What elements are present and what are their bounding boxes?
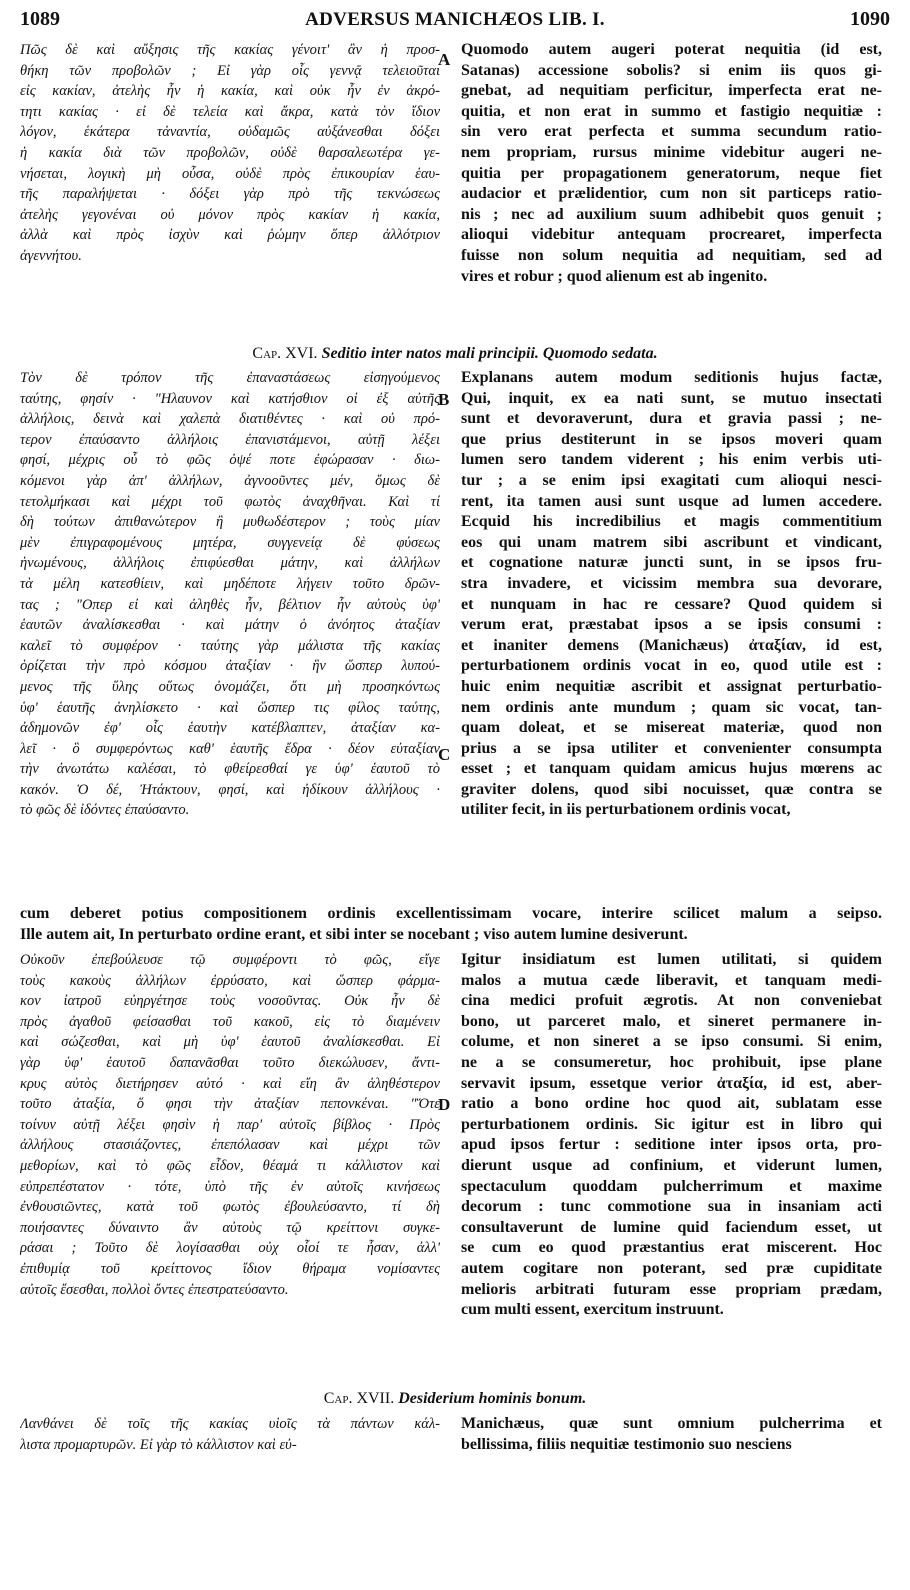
text-line: et inaniter demens (Manichæus) ἀταξίαν, id est, [461, 636, 882, 654]
greek-column-section-4 [20, 1414, 440, 1455]
text-line: νήσεται, λογικὴ μὴ οὖσα, οὐδὲ πρὸς ἐπικουρίαν ἑαυ- [20, 165, 440, 182]
text-line: cina medici profuit ægrotis. At non conveniebat [461, 992, 882, 1010]
text-line: rent, ita tamen ausi sunt usque ad lumen accedere. [461, 492, 882, 510]
text-line: Satanas) accessione sobolis? si enim iis quos gi- [461, 61, 882, 79]
text-line: vires et robur ; quod alienum est ab ingenito. [461, 267, 768, 285]
text-line: alioqui videbitur antequam procrearet, imperfecta [461, 226, 882, 244]
latin-column-section-2 [461, 368, 882, 821]
text-line: quitia per propagationem generatorum, neque fiet [461, 164, 882, 182]
text-line: Manichæus, quæ sunt omnium pulcherrima et [461, 1415, 882, 1432]
text-line: se cum eo quod præstantius erat miscerent. Hoc [461, 1239, 882, 1257]
text-line: καλεῖ τὸ συμφέρον · ταύτης γὰρ μάλιστα τῆς κακίας [20, 637, 440, 654]
text-line: et nunquam in hac re cessare? Quod quidem si [461, 595, 882, 613]
latin-column-section-4 [461, 1414, 882, 1455]
text-line: graviter dolens, quod sibi nocuisset, quæ contra se [461, 780, 882, 798]
text-line: Ecquid his incredibilius et magis commentitium [461, 513, 882, 531]
text-line: ἀδημονῶν ἐφ' οἷς ἑαυτὴν κατέβλαπτεν, ἀταξίαν κα- [20, 720, 440, 737]
text-line: πρὸς ἀγαθοῦ φείσασθαι τοῦ κακοῦ, εἰς τὸ διαμένειν [20, 1013, 440, 1030]
text-line: ἡ κακία διὰ τῶν προβολῶν, οὐδὲ θαρσαλεωτέρα γε- [20, 144, 440, 161]
text-line: audacior et prælidentior, cum non sit particeps ratio- [461, 185, 882, 203]
text-line: θήκη τῶν προβολῶν ; Εἰ γὰρ οἷς γεννᾷ τελειοῦται [20, 62, 440, 79]
text-line: φησί, μέχρις οὗ τὸ φῶς ὀψέ ποτε ἐφώρασαν · διω- [20, 452, 440, 469]
text-line: dierunt usque ad confinium, et viderunt lumen, [461, 1156, 882, 1174]
text-line: quitia, et non erat in summo et fastigio nequitiæ : [461, 102, 882, 120]
text-line: Explanans autem modum seditionis hujus factæ, [461, 369, 882, 386]
text-line: Ille autem ait, In perturbato ordine erant, et sibi inter se nocebant ; viso autem lumine desiverunt. [20, 925, 688, 943]
text-line: que prius destiterunt in se ipsos moveri quam [461, 430, 882, 448]
text-line: ράσαι ; Τοῦτο δὲ λογίσασθαι οὐχ οἷοί τε ἦσαν, ἀλλ' [20, 1240, 440, 1257]
text-line: μενος τῆς ὕλης οὕτως ὀνομάζει, ὅτι μὴ προσηκόντως [20, 678, 440, 695]
text-line: μεθορίων, καὶ τὸ φῶς εἶδον, θέαμά τι κάλλιστον καὶ [20, 1157, 440, 1174]
margin-marker-b: B [438, 390, 450, 409]
text-line: servavit ipsum, essetque verior ἀταξία, id est, aber- [461, 1074, 882, 1092]
text-line: εὐπρεπέστατον · τότε, ὑπὸ τῆς ἐν αὐτοῖς κινήσεως [20, 1178, 440, 1195]
text-line: nem ordinis ante mundum ; quam sic vocat, tan- [461, 698, 882, 716]
page-number-left: 1089 [20, 8, 60, 30]
text-line: λόγον, ἑκάτερα τἀναντία, οὐδαμῶς αὐξάνεσθαι δόξει [20, 124, 440, 141]
greek-column-section-3 [20, 950, 440, 1300]
text-line: perturbationem ordinis vocat in eo, quod utile est : [461, 657, 882, 675]
text-line: decorum : tunc commotione sua in insaniam acti [461, 1198, 882, 1216]
text-line: αὐτοῖς ἔσεσθαι, πολλοὶ ὄντες ἐπεστρατεύσαντο. [20, 1281, 289, 1298]
text-line: ἀγεννήτου. [20, 247, 82, 264]
text-line: huic enim nequitiæ ascribit et assignat perturbatio- [461, 677, 882, 695]
text-line: τὴν ἀνωτάτω καλέσαι, τὸ φθείρεσθαί γε ὑφ' ἑαυτοῦ τὸ [20, 761, 440, 778]
text-line: ἡνωμένους, ἀλλήλοις ἐπιφύεσθαι μάτην, καὶ ἀλλήλων [20, 555, 440, 572]
text-line: verum erat, præstabat ipsos a se ipsis consumi : [461, 616, 882, 634]
text-line: Οὐκοῦν ἐπεβούλευσε τῷ συμφέροντι τὸ φῶς, εἴγε [20, 952, 440, 968]
text-line: bellissima, filiis nequitiæ testimonio suo nesciens [461, 1435, 792, 1453]
margin-marker-a: A [438, 50, 451, 69]
text-line: malos a mutua cæde liberavit, et tanquam medi- [461, 971, 882, 989]
text-line: Qui, inquit, ex ea nati sunt, se mutuo insectati [461, 389, 882, 407]
text-line: Igitur insidiatum est lumen utilitati, si quidem [461, 951, 882, 968]
page-number-right: 1090 [850, 8, 890, 30]
text-line: apud ipsos fertur : seditione inter ipsos orta, pro- [461, 1136, 882, 1154]
text-line: κρυς αὐτὸς διετήρησεν αὐτό · καὶ εἴη ἂν ἀληθέστερον [20, 1075, 440, 1092]
text-line: γὰρ ὑφ' ἑαυτοῦ δαπανᾶσθαι τοῦτο διεκώλυσεν, ἄντι- [20, 1054, 440, 1071]
text-line: Quomodo autem augeri poterat nequitia (id est, [461, 41, 882, 58]
running-title: ADVERSUS MANICHÆOS LIB. I. [305, 9, 605, 30]
latin-column-section-3 [461, 950, 882, 1321]
chapter-heading-16 [0, 345, 910, 363]
chapter-number: Cap. XVI. [252, 345, 318, 362]
text-line: ἀλλήλοις, δεινὰ καὶ χαλεπὰ διατιθέντες · καὶ οὐ πρό- [20, 411, 440, 428]
text-line: ἀλλὰ καὶ πρὸς ἰσχὺν καὶ ῥώμην ὅπερ ἀλλότριον [20, 227, 440, 244]
chapter-number: Cap. XVII. [323, 1390, 395, 1407]
text-line: ἀλλήλους στασιάζοντες, ἐπεπόλασαν καὶ μέχρι τῶν [20, 1137, 440, 1154]
text-line: τητι κακίας · εἰ δὲ τελεία καὶ ἄκρα, κατὰ τὸν ἴδιον [20, 103, 440, 120]
text-line: λεῖ · ὃ συμφερόντως καθ' ἑαυτῆς ἔδρα · δέον εὐταξίαν [20, 740, 440, 757]
text-line: ποιήσαντες δύναιντο ἂν αὐτοὺς τῷ κρείττονι συγκε- [20, 1219, 440, 1236]
text-line: cum deberet potius compositionem ordinis excellentissimam vocare, interire scilicet malum a seipso. [20, 905, 882, 922]
text-line: et cognatione naturæ juncti sunt, in se ipsos fru- [461, 554, 882, 572]
running-header [20, 8, 890, 38]
text-line: perturbationem ordinis. Sic igitur est in libro qui [461, 1115, 882, 1133]
text-line: consultaverunt de lumine quid faciendum esset, ut [461, 1218, 882, 1236]
text-line: τὰ μέλη κατεσθίειν, καὶ μηδέποτε λήγειν τοῦτο δρῶν- [20, 575, 440, 592]
text-line: ταύτης, φησίν · "Ηλαυνον καὶ κατήσθιον οἱ ἐξ αὐτῆς [20, 390, 440, 407]
text-line: τοῦτο ἀταξία, ὅ φησι τὴν ἀταξίαν πεπονκέναι. "Ὅτε [20, 1096, 440, 1113]
text-line: prius a se ipsa utiliter et convenienter consumpta [461, 739, 882, 757]
text-line: κον ἰατροῦ εὐηργέτησε τοὺς νοσοῦντας. Οὐκ ἦν δὲ [20, 993, 440, 1010]
text-line: δὴ τούτων ἀπιθανώτερον ἢ μυθωδέστερον ; τοὺς μίαν [20, 514, 440, 531]
text-line: κόμενοι γὰρ ἀπ' ἀλλήλων, ἀγνοοῦντες μέν, ὅμως δὲ [20, 472, 440, 489]
text-line: ὁρίζεται τὴν πρὸ κόσμου ἀταξίαν · ἣν ὥσπερ λυπού- [20, 658, 440, 675]
text-line: λιστα προμαρτυρῶν. Εἰ γὰρ τὸ κάλλιστον καὶ εὐ- [20, 1436, 297, 1453]
text-line: ἀτελὴς γεγονέναι οὐ μόνον πρὸς κακίαν ἡ κακία, [20, 206, 440, 223]
text-line: ne a se consumeretur, hoc prohibuit, ipse plane [461, 1053, 882, 1071]
text-line: nem propriam, rursus minime videbitur augeri ne- [461, 143, 882, 161]
text-line: ἐνθουσιῶντες, κατὰ τοῦ φωτὸς ἐβουλεύσαντο, τί δὴ [20, 1199, 440, 1216]
text-line: stra invadere, et vicissim membra sua devorare, [461, 574, 882, 592]
text-line: τῆς παραλήψεται · δόξει γὰρ πρὸ τῆς τεκνώσεως [20, 186, 440, 203]
text-line: Τὸν δὲ τρόπον τῆς ἐπαναστάσεως εἰσηγούμενος [20, 370, 440, 386]
chapter-title: Seditio inter natos mali principii. Quomodo sedata. [321, 345, 658, 362]
full-width-latin [20, 904, 882, 945]
text-line: Πῶς δὲ καὶ αὔξησις τῆς κακίας γένοιτ' ἂν ἡ προσ- [20, 42, 440, 58]
greek-column-section-2 [20, 368, 440, 821]
text-line: τοὺς κακοὺς ἀλλήλων ἐρρύσατο, καὶ ὥσπερ φάρμα- [20, 972, 440, 989]
text-line: μὲν ἐπιγραφομένους μητέρα, συγγενείᾳ δὲ φύσεως [20, 534, 440, 551]
text-line: cum multi essent, exercitum instruunt. [461, 1301, 724, 1319]
text-line: τας ; "Οπερ εἰ καὶ ἀληθὲς ἦν, βέλτιον ἦν αὐτοὺς ὑφ' [20, 596, 440, 613]
chapter-title: Desiderium hominis bonum. [398, 1390, 587, 1407]
text-line: τὸ φῶς δὲ ἰδόντες ἐπαύσαντο. [20, 802, 190, 819]
text-line: ratio a bono ordine hoc quod ait, sublatam esse [461, 1095, 882, 1113]
text-line: ἐπιθυμίᾳ τοῦ κρείττονος ἴδιον θήραμα νομίσαντες [20, 1260, 440, 1277]
text-line: καὶ σώζεσθαι, καὶ μὴ ὑφ' ἑαυτοῦ ἀναλίσκεσθαι. Εἰ [20, 1034, 440, 1051]
text-line: τοίνυν αὐτῇ λέξει φησὶν ἡ παρ' αὐτοῖς βίβλος · Πρὸς [20, 1116, 440, 1133]
text-line: bono, ut parceret malo, et sineret permanere in- [461, 1012, 882, 1030]
text-line: fuisse non solum nequitia ad nequitiam, sed ad [461, 246, 882, 264]
text-line: Λανθάνει δὲ τοῖς τῆς κακίας υἱοῖς τὰ πάντων κάλ- [20, 1416, 440, 1432]
text-line: sunt et devoraverunt, dura et gravia passi ; ne- [461, 410, 882, 428]
text-line: autem cogitare non poterant, sed præ cupiditate [461, 1259, 882, 1277]
text-line: εἰς κακίαν, ἀτελὴς ἦν ἡ κακία, καὶ οὐκ ἦν ἐν ἀκρό- [20, 83, 440, 100]
greek-column-section-1 [20, 40, 440, 267]
text-line: utiliter fecit, in iis perturbationem ordinis vocat, [461, 801, 791, 819]
text-line: eos qui unam matrem sibi ascribunt et vindicant, [461, 533, 882, 551]
margin-marker-d: D [438, 1095, 451, 1114]
text-line: sin vero erat perfecta et summa secundum ratio- [461, 123, 882, 141]
latin-column-section-1 [461, 40, 882, 287]
text-line: tur ; a se enim ipsi exagitati cum alioqui nesci- [461, 471, 882, 489]
chapter-heading-17 [0, 1390, 910, 1408]
text-line: quam doleat, et se misereat materiæ, quod non [461, 719, 882, 737]
text-line: colume, et non sineret a se ipso consumi. Si enim, [461, 1033, 882, 1051]
text-line: gnebat, ad nequitiam perficitur, imperfecta erat ne- [461, 82, 882, 100]
text-line: ὑφ' ἑαυτῆς ἀνηλίσκετο · καὶ ὥσπερ τις φίλος ταύτης, [20, 699, 440, 716]
text-line: melioris arbitrati futuram esse propriam prædam, [461, 1280, 882, 1298]
text-line: esset ; et tanquam quidam amicus hujus mœrens ac [461, 760, 882, 778]
text-line: nis ; nec ad auxilium suum adhibebit quos genuit ; [461, 205, 882, 223]
text-line: spectaculum quoddam pulcherrimum et maxime [461, 1177, 882, 1195]
text-line: κακόν. Ὁ δέ, Ἠτάκτουν, φησί, καὶ ἠδίκουν ἀλλήλους · [20, 781, 440, 798]
text-line: ἑαυτῶν ἀναλίσκεσθαι · καὶ μάτην ὁ ἀνόητος ἀταξίαν [20, 617, 440, 634]
margin-marker-c: C [438, 745, 451, 764]
text-line: τετολμήκασι καὶ μέχρι τοῦ φωτὸς ἀναχθῆναι. Καὶ τί [20, 493, 440, 510]
text-line: lumen sero tandem viderent ; his enim verbis uti- [461, 451, 882, 469]
text-line: τερον ἐπαύσαντο ἀλλήλοις ἐπανιστάμενοι, αὐτῇ λέξει [20, 431, 440, 448]
